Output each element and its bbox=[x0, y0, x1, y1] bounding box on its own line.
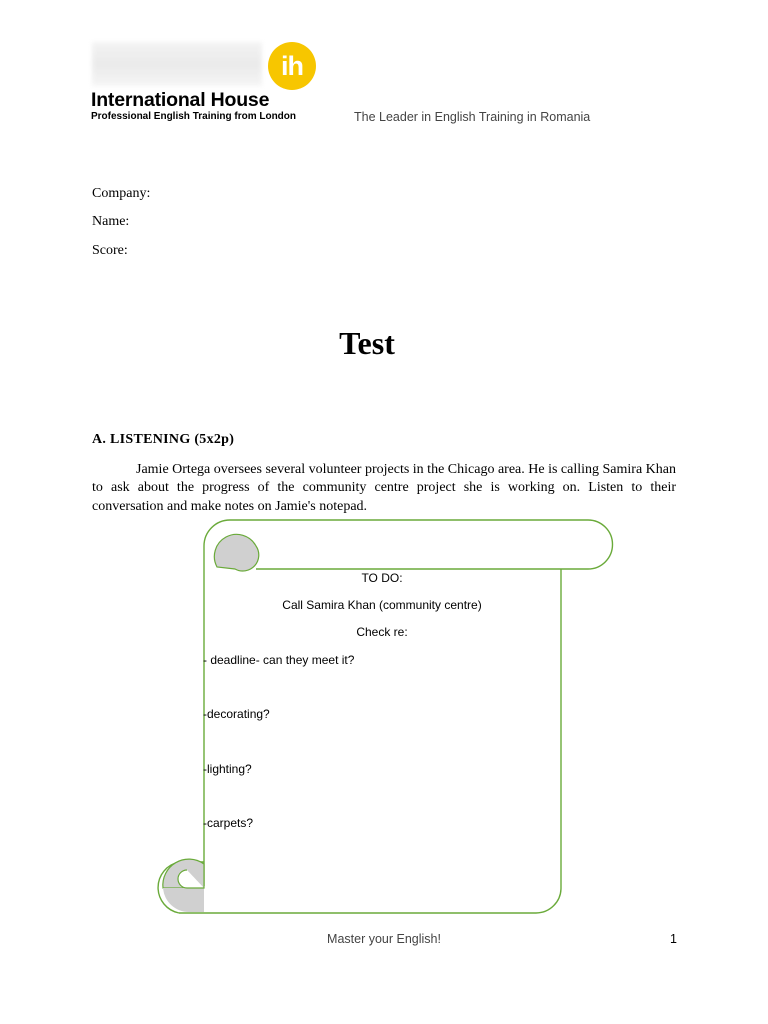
logo-name: International House bbox=[91, 89, 270, 111]
name-label: Name: bbox=[92, 214, 130, 229]
page-title: Test bbox=[339, 325, 395, 361]
footer-slogan: Master your English! bbox=[327, 932, 441, 946]
section-intro: Jamie Ortega oversees several volunteer projects in the Chicago area. He is calling Samira Khan to ask about the progress of the community centre project she is working on. Listen to their conversation and make notes on Jamie's notepad. bbox=[92, 462, 676, 514]
company-label: Company: bbox=[92, 186, 151, 201]
section-heading: A. LISTENING (5x2p) bbox=[92, 432, 235, 447]
notepad-item: -lighting? bbox=[203, 762, 252, 776]
page-number: 1 bbox=[670, 932, 677, 946]
ih-logo-icon: ih bbox=[268, 42, 316, 90]
notepad-check: Check re: bbox=[356, 625, 408, 639]
notepad-item: - deadline- can they meet it? bbox=[203, 653, 355, 667]
notepad-item: -carpets? bbox=[203, 816, 254, 830]
logo-tagline: Professional English Training from London bbox=[91, 111, 297, 122]
notepad-task: Call Samira Khan (community centre) bbox=[282, 598, 482, 612]
score-label: Score: bbox=[92, 243, 128, 258]
header-tagline: The Leader in English Training in Romania bbox=[354, 110, 591, 124]
notepad-heading: TO DO: bbox=[361, 571, 403, 585]
notepad-item: -decorating? bbox=[203, 707, 270, 721]
